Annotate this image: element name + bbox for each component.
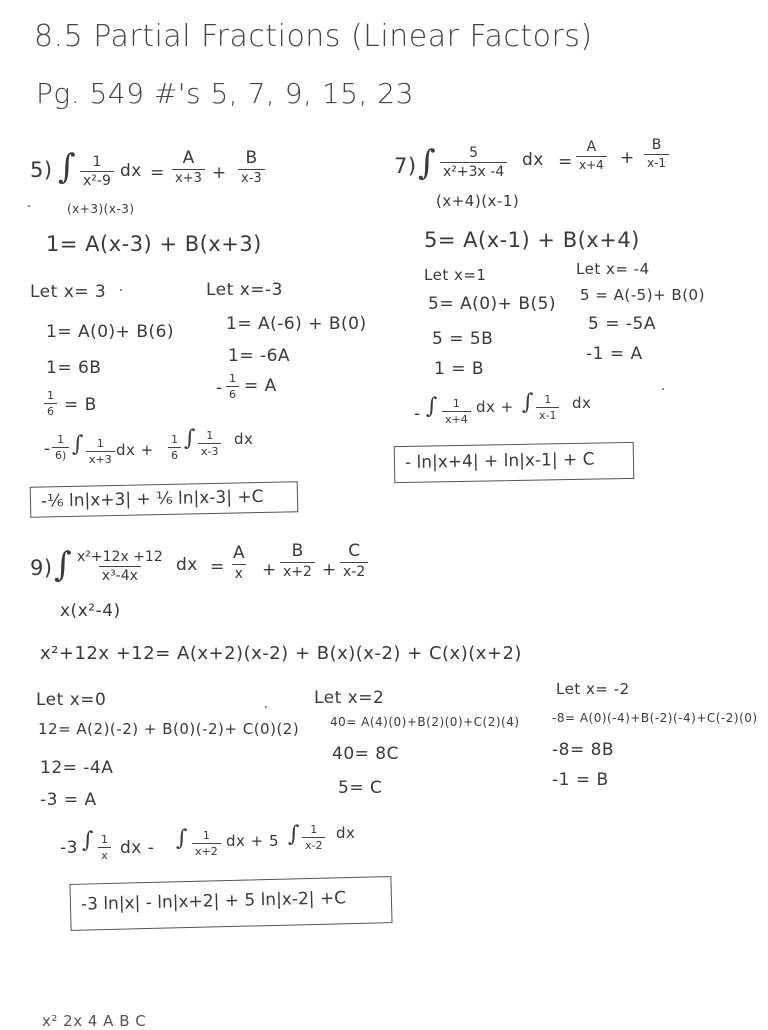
frac-num: 1 <box>101 833 108 846</box>
frac-den: 6 <box>226 386 239 401</box>
p5-equals: = <box>150 163 165 183</box>
p9-answer-box: -3 ln|x| - ln|x+2| + 5 ln|x-2| +C <box>69 876 392 931</box>
p5-factored: (x+3)(x-3) <box>67 202 135 216</box>
p7-case1-line1: 5= A(0)+ B(5) <box>428 294 557 314</box>
frac-den: x <box>98 847 111 862</box>
integral-sign: ∫ <box>522 390 534 415</box>
p9-case1-line3: -3 = A <box>40 790 97 810</box>
p7-identity: 5= A(x-1) + B(x+4) <box>424 228 640 252</box>
p7-factored: (x+4)(x-1) <box>436 192 520 210</box>
p5-frac-b <box>238 150 265 185</box>
p5-frac-a-num: A <box>182 148 195 168</box>
next-problem-partial: x² 2x 4 A B C <box>42 1012 147 1030</box>
p7-case2-let: Let x= -4 <box>576 260 650 278</box>
integral-sign: ∫ <box>184 426 196 451</box>
frac-den: x-3 <box>198 443 221 458</box>
p5-case1-result: = B <box>64 395 97 415</box>
frac-num: 1 <box>310 823 318 836</box>
frac-den: 6 <box>44 403 57 418</box>
p9-case3-line2: -8= 8B <box>552 740 615 760</box>
pencil-dot <box>120 289 122 291</box>
frac-den: x+3 <box>86 451 115 466</box>
frac-num: 1 <box>96 437 104 450</box>
integral-sign: ∫ <box>426 394 438 419</box>
frac-den: x+2 <box>192 843 221 858</box>
p5-case1-line2: 1= 6B <box>46 358 102 378</box>
integral-sign: ∫ <box>176 826 188 851</box>
p5-case1-line1: 1= A(0)+ B(6) <box>46 322 175 342</box>
p9-case2-let: Let x=2 <box>314 688 385 708</box>
integral-sign: ∫ <box>58 147 77 187</box>
p7-frac-b <box>644 138 669 169</box>
p9-case2-line3: 5= C <box>338 778 383 798</box>
frac-den: 6 <box>168 447 181 462</box>
p9-split-frac1 <box>98 834 111 861</box>
frac-den: x-2 <box>302 837 325 852</box>
p5-case2-result-frac <box>226 373 239 400</box>
frac-den: 6) <box>52 447 69 462</box>
p5-split-dx2: dx <box>234 430 254 448</box>
p9-dx: dx <box>176 555 198 575</box>
p9-frac-a-num: A <box>233 543 245 563</box>
frac-num: 1 <box>47 389 54 402</box>
p7-dx: dx <box>522 150 544 170</box>
p5-identity: 1= A(x-3) + B(x+3) <box>46 232 262 256</box>
frac-num: 1 <box>452 397 460 410</box>
p9-case2-line2: 40= 8C <box>332 744 399 764</box>
p9-split-dx1: dx - <box>120 838 155 858</box>
p9-frac-a <box>230 545 248 582</box>
p9-frac-b <box>280 543 315 580</box>
problem-7-label: 7) <box>394 154 417 178</box>
p5-frac-b-den: x-3 <box>238 169 265 186</box>
p7-plus: + <box>620 148 635 168</box>
p5-split-dx1: dx + <box>116 441 154 459</box>
p5-plus: + <box>212 163 227 183</box>
pencil-dot <box>662 388 664 390</box>
p7-case1-line3: 1 = B <box>434 359 485 379</box>
p7-split-dx1: dx + <box>476 398 514 416</box>
p7-case2-line3: -1 = A <box>586 344 643 364</box>
p5-frac-a <box>172 150 205 185</box>
p5-case1-let: Let x= 3 <box>30 282 107 302</box>
p7-split-frac2 <box>536 394 559 421</box>
p9-split-dx2: dx + 5 <box>226 832 280 850</box>
p7-split-dx2: dx <box>572 394 592 412</box>
integral-sign: ∫ <box>288 822 300 847</box>
p9-plus-1: + <box>262 560 277 580</box>
p5-case2-neg: - <box>216 378 223 398</box>
p9-frac-c-num: C <box>348 541 361 561</box>
p9-split-frac2 <box>192 830 221 857</box>
integral-sign: ∫ <box>54 545 73 585</box>
p7-integrand-den: x²+3x -4 <box>440 162 507 180</box>
p7-frac-a-den: x+4 <box>576 156 607 172</box>
frac-num: 1 <box>171 433 178 446</box>
p9-case2-line1: 40= A(4)(0)+B(2)(0)+C(2)(4) <box>330 715 520 729</box>
p9-identity: x²+12x +12= A(x+2)(x-2) + B(x)(x-2) + C(x)(x+2) <box>40 643 522 664</box>
p5-case2-line1: 1= A(-6) + B(0) <box>226 314 367 334</box>
p9-factored: x(x²-4) <box>60 601 121 621</box>
p5-integrand <box>80 155 114 188</box>
p5-integrand-den: x²-9 <box>80 171 114 189</box>
p5-split-coef1 <box>52 434 69 461</box>
p5-split-coef2 <box>168 434 181 461</box>
p7-case2-line2: 5 = -5A <box>588 314 656 334</box>
problem-5-label: 5) <box>30 158 53 182</box>
p5-case1-result-frac <box>44 390 57 417</box>
p5-frac-a-den: x+3 <box>172 169 205 186</box>
p7-integrand-num: 5 <box>469 145 479 161</box>
p9-equals: = <box>210 557 225 577</box>
frac-den: x-1 <box>536 407 559 422</box>
frac-num: 1 <box>206 429 214 442</box>
p7-frac-b-num: B <box>651 137 662 153</box>
p9-frac-b-den: x+2 <box>280 562 315 580</box>
p5-frac-b-num: B <box>245 148 258 168</box>
integral-sign: ∫ <box>418 143 437 183</box>
frac-num: 1 <box>229 372 236 385</box>
p9-frac-b-num: B <box>291 541 304 561</box>
frac-den: x+4 <box>442 411 471 426</box>
p7-frac-b-den: x-1 <box>644 154 669 170</box>
page-title: 8.5 Partial Fractions (Linear Factors) <box>34 19 593 54</box>
p9-frac-a-den: x <box>232 564 246 582</box>
pencil-dot <box>265 706 267 708</box>
p9-split-coef1: -3 <box>60 838 78 858</box>
p7-frac-a <box>576 140 607 171</box>
p7-integrand <box>440 146 507 179</box>
p9-frac-c-den: x-2 <box>340 562 368 580</box>
p5-dx: dx <box>120 161 142 181</box>
p7-frac-a-num: A <box>586 139 597 155</box>
p5-case2-let: Let x=-3 <box>206 280 283 300</box>
p7-case1-line2: 5 = 5B <box>432 329 494 349</box>
frac-num: 1 <box>544 393 552 406</box>
pencil-dot <box>28 205 30 207</box>
p7-answer-box: - ln|x+4| + ln|x-1| + C <box>394 442 635 483</box>
frac-num: 1 <box>202 829 210 842</box>
p5-case2-line2: 1= -6A <box>228 346 291 366</box>
p5-split-frac2 <box>198 430 221 457</box>
assignment-line: Pg. 549 #'s 5, 7, 9, 15, 23 <box>36 77 414 110</box>
p5-answer-box: -⅙ ln|x+3| + ⅙ ln|x-3| +C <box>30 481 299 518</box>
p7-split-frac1 <box>442 398 471 425</box>
p9-case3-line3: -1 = B <box>552 770 609 790</box>
p9-case1-let: Let x=0 <box>36 690 107 710</box>
p5-split-frac1 <box>86 438 115 465</box>
p5-case2-result: = A <box>244 376 277 396</box>
p7-case2-line1: 5 = A(-5)+ B(0) <box>580 286 705 304</box>
p9-integrand-den: x³-4x <box>99 566 141 584</box>
p9-split-frac3 <box>302 824 325 851</box>
p9-frac-c <box>340 543 368 580</box>
p5-integrand-num: 1 <box>92 154 102 170</box>
p9-case1-line1: 12= A(2)(-2) + B(0)(-2)+ C(0)(2) <box>38 720 300 738</box>
integral-sign: ∫ <box>82 828 94 853</box>
p7-split-neg: - <box>414 404 421 424</box>
p9-case1-line2: 12= -4A <box>40 758 114 778</box>
p5-split-neg: - <box>44 439 51 459</box>
frac-num: 1 <box>57 433 65 446</box>
p7-case1-let: Let x=1 <box>424 266 487 284</box>
p9-split-dx3: dx <box>336 824 356 842</box>
p9-integrand <box>74 550 166 583</box>
p9-plus-2: + <box>322 560 337 580</box>
p9-case3-line1: -8= A(0)(-4)+B(-2)(-4)+C(-2)(0) <box>552 711 758 725</box>
p9-case3-let: Let x= -2 <box>556 680 630 698</box>
problem-9-label: 9) <box>30 556 53 580</box>
p7-equals: = <box>558 152 573 172</box>
p9-integrand-num: x²+12x +12 <box>77 549 163 565</box>
integral-sign: ∫ <box>72 432 84 457</box>
